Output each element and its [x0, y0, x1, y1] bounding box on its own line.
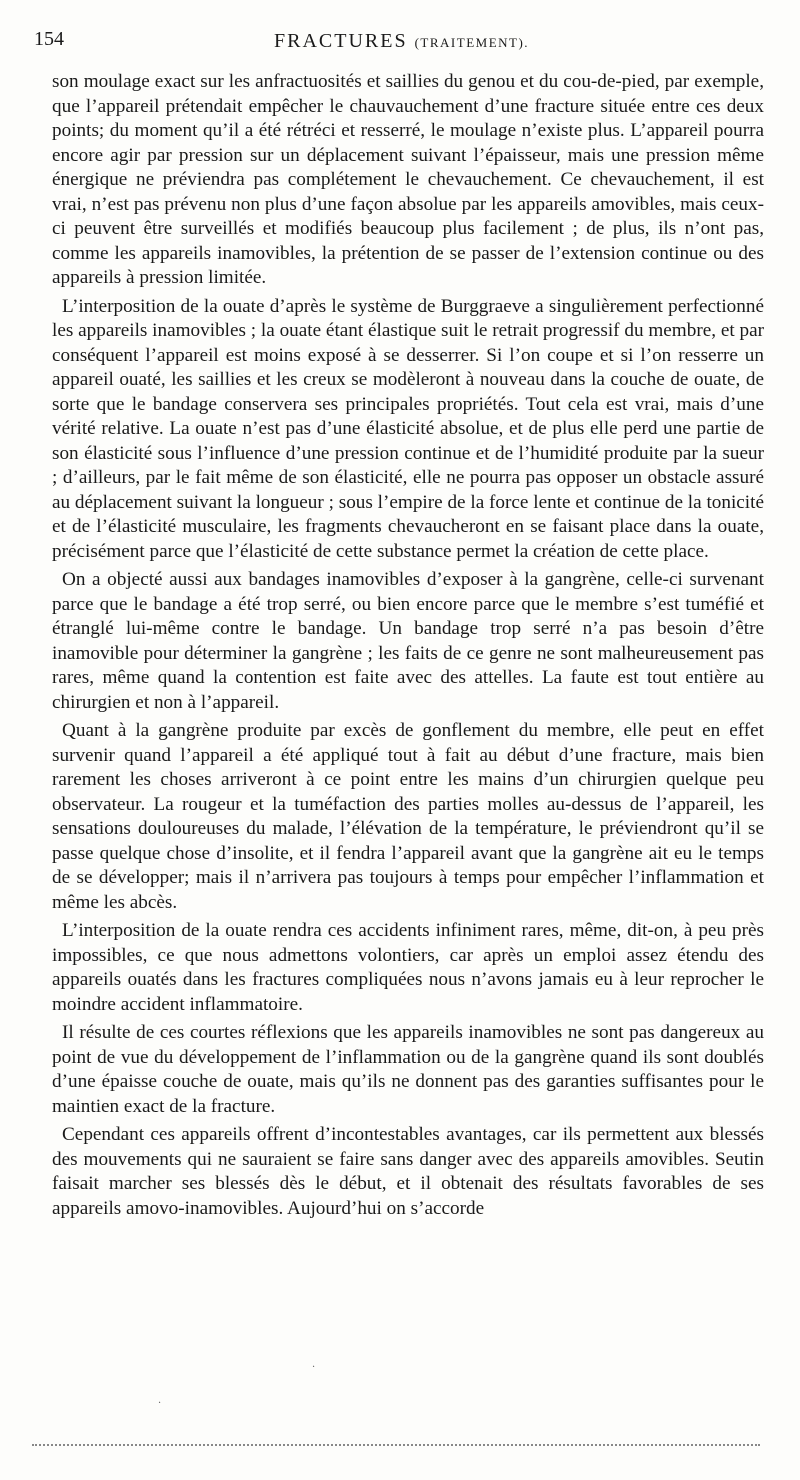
running-head: [274, 30, 529, 53]
paragraph: On a objecté aussi aux bandages inamovibles d’exposer à la gangrène, celle-ci survenant parce que le bandage a été trop serré, ou bien encore parce que le membre s’est tuméfié et étranglé lui-même contre le bandage. Un bandage trop serré n’a pas besoin d’être inamovible pour déterminer la gangrène ; les faits de ce genre ne sont malheureusement pas rares, même quand la contention est faite avec des attelles. La faute est tout entière au chirurgien et non à l’appareil.: [52, 569, 764, 713]
running-head-subtitle: (TRAITEMENT).: [414, 35, 530, 50]
scan-speck: ·: [312, 1362, 316, 1373]
paragraph: Cependant ces appareils offrent d’incontestables avantages, car ils permettent aux blessés des mouvements qui ne sauraient se faire sans danger avec des appareils amovibles. Seutin faisait marcher ses blessés dès le début, et il obtenait des résultats favorables de ses appareils amovo-inamovibles. Aujourd’hui on s’accorde: [52, 1124, 764, 1219]
page-number: 154: [34, 28, 64, 50]
paragraph-continuation: son moulage exact sur les anfractuosités et saillies du genou et du cou-de-pied, par exemple, que l’appareil prétendait empêcher le chauvauchement d’une fracture située entre ces deux points; du moment qu’il a été rétréci et resserré, le moulage n’existe plus. L’appareil pourra encore agir par pression sur un déplacement suivant l’épaisseur, mais une pression même énergique ne préviendra pas complétement le chevauchement. Ce chevauchement, il est vrai, n’est pas prévenu non plus d’une façon absolue par les appareils amovibles, mais ceux-ci peuvent être surveillés et modifiés beaucoup plus facilement ; de plus, ils n’ont pas, comme les appareils inamovibles, la prétention de se passer de l’extension continue ou des appareils à pression limitée.: [52, 71, 764, 288]
paragraph: Quant à la gangrène produite par excès de gonflement du membre, elle peut en effet survenir quand l’appareil a été appliqué tout à fait au début d’une fracture, mais bien rarement les choses arriveront à ce point entre les mains d’un chirurgien quelque peu observateur. La rougeur et la tuméfaction des parties molles au-dessus de l’appareil, les sensations douloureuses du malade, l’élévation de la température, le préviendront qu’il se passe quelque chose d’insolite, et il fendra l’appareil avant que la gangrène ait eu le temps de se développer; mais il n’arrivera pas toujours à temps pour empêcher l’inflammation et même les abcès.: [52, 720, 764, 913]
page-header: [34, 28, 762, 68]
scan-edge-dots: [32, 1442, 760, 1446]
paragraph: L’interposition de la ouate d’après le système de Burggraeve a singulièrement perfectionné les appareils inamovibles ; la ouate étant élastique suit le retrait progressif du membre, et par conséquent l’appareil est moins exposé à se desserrer. Si l’on coupe et si l’on resserre un appareil ouaté, les saillies et les creux se modèleront à nouveau dans la couche de ouate, de sorte que le bandage conservera ses principales propriétés. Tout cela est vrai, mais d’une vérité relative. La ouate n’est pas d’une élasticité absolue, et de plus elle perd une partie de son élasticité sous l’influence d’une pression continue et de l’humidité produite par la sueur ; d’ailleurs, par le fait même de son élasticité, elle ne pourra pas opposer un obstacle assuré au déplacement suivant la longueur ; sous l’empire de la force lente et continue de la tonicité et de l’élasticité musculaire, les fragments chevaucheront en se faisant place dans la ouate, précisément parce que l’élasticité de cette substance permet la création de cette place.: [52, 295, 764, 562]
paragraph: Il résulte de ces courtes réflexions que les appareils inamovibles ne sont pas dangereux au point de vue du développement de l’inflammation ou de la gangrène quand ils sont doublés d’une épaisse couche de ouate, mais qu’ils ne donnent pas des garanties suffisantes pour le maintien exact de la fracture.: [52, 1022, 764, 1117]
paragraph: L’interposition de la ouate rendra ces accidents infiniment rares, même, dit-on, à peu près impossibles, ce que nous admettons volontiers, car après un emploi assez étendu des appareils ouatés dans les fractures compliquées nous n’avons jamais eu à leur reprocher le moindre accident inflammatoire.: [52, 920, 764, 1015]
body-text: [52, 70, 764, 1225]
scan-speck: ·: [158, 1398, 162, 1409]
running-head-title: FRACTURES: [274, 30, 408, 52]
